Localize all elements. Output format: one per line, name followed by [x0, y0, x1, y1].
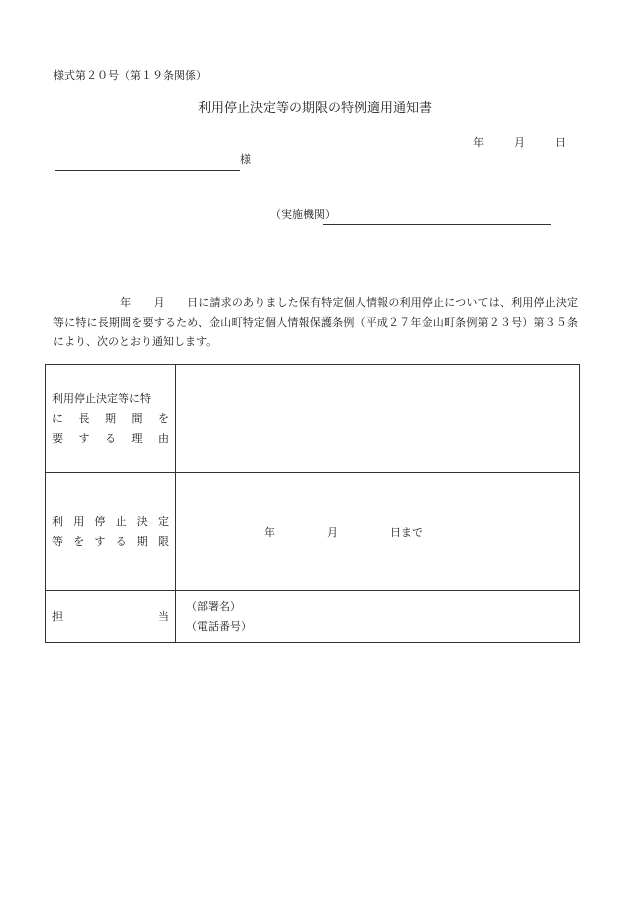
deadline-year: 年: [264, 525, 275, 539]
label-char: 決: [136, 514, 148, 528]
deadline-day: 日まで: [390, 525, 423, 539]
label-char: を: [73, 534, 85, 548]
department-label: （部署名）: [186, 599, 241, 613]
label-char: 間: [131, 411, 143, 425]
table-row-deadline: [46, 473, 580, 591]
label-char: に: [52, 411, 63, 425]
reason-label-line3: [52, 429, 169, 449]
label-char: 理: [131, 431, 143, 445]
notice-table: [45, 364, 580, 643]
contact-value[interactable]: [176, 591, 580, 643]
deadline-value[interactable]: [176, 473, 580, 591]
issue-date: [473, 134, 566, 150]
reason-value[interactable]: [176, 365, 580, 473]
label-char: 由: [158, 431, 169, 445]
label-char: す: [94, 534, 106, 548]
agency-signature-line: [323, 224, 551, 225]
label-char: 期: [136, 534, 148, 548]
deadline-label: [46, 473, 176, 591]
label-char: 長: [78, 411, 90, 425]
label-char: す: [78, 431, 90, 445]
contact-label: [46, 591, 176, 643]
label-char: 止: [115, 514, 127, 528]
form-number: 様式第２０号（第１９条関係）: [53, 69, 207, 82]
date-month: 月: [514, 136, 525, 149]
table-row-reason: [46, 365, 580, 473]
phone-label: （電話番号）: [186, 619, 252, 633]
date-day: 日: [555, 136, 566, 149]
label-char: 期: [105, 411, 116, 425]
label-char: 等: [52, 534, 63, 548]
label-char: 定: [157, 514, 169, 528]
label-char: 担: [52, 609, 63, 623]
table-row-contact: [46, 591, 580, 643]
label-char: る: [115, 534, 127, 548]
deadline-label-line2: [52, 532, 169, 552]
reason-label: [46, 365, 176, 473]
reason-label-line2: [52, 409, 169, 429]
label-char: 利: [52, 514, 63, 528]
deadline-label-line1: [52, 512, 169, 532]
addressee-line: [55, 170, 240, 171]
document-title: 利用停止決定等の期限の特例適用通知書: [197, 101, 432, 116]
deadline-month: 月: [327, 525, 338, 539]
label-char: 用: [73, 514, 85, 528]
label-char: 当: [158, 609, 169, 623]
label-char: 要: [52, 431, 63, 445]
addressee-suffix: 様: [240, 153, 251, 166]
label-char: る: [105, 431, 116, 445]
label-char: 停: [94, 514, 106, 528]
agency-label: （実施機関）: [270, 208, 336, 221]
body-paragraph: 年 月 日に請求のありました保有特定個人情報の利用停止については、利用停止決定等に特に長期間を要するため、金山町特定個人情報保護条例（平成２７年金山町条例第２３号）第３５条により、次のとおり通知します。: [53, 296, 578, 348]
reason-label-line1: 利用停止決定等に特: [52, 391, 151, 405]
label-char: を: [158, 411, 169, 425]
label-char: 限: [157, 534, 169, 548]
date-year: 年: [473, 136, 484, 149]
